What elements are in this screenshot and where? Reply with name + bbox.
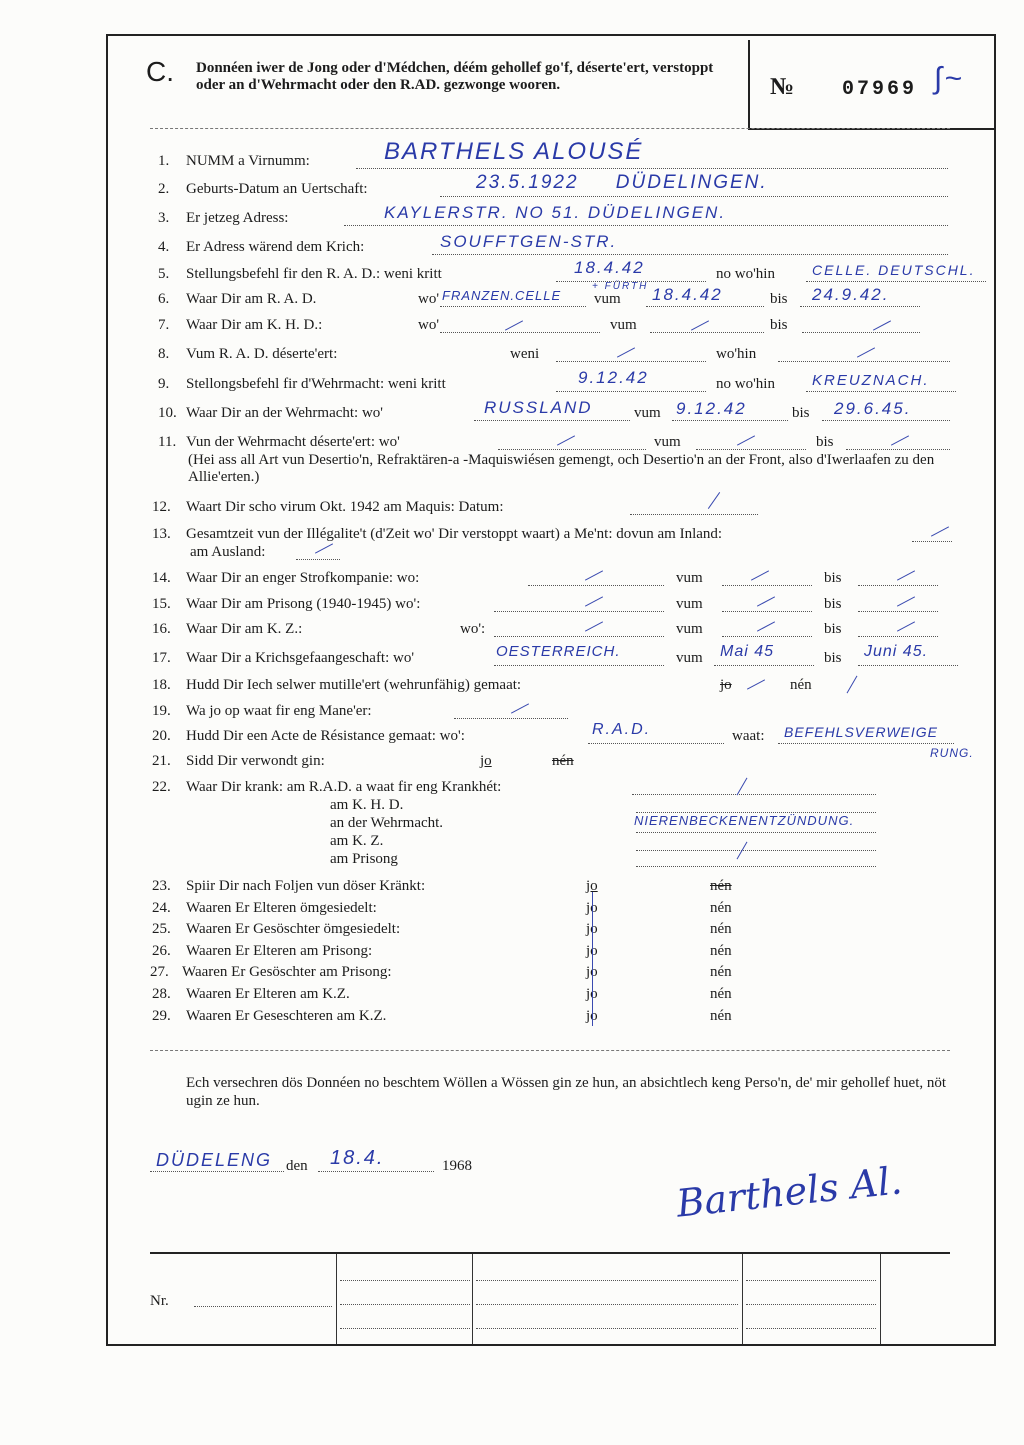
rad-order-place[interactable]: CELLE. DEUTSCHL. [812, 262, 976, 278]
field-label: Vun der Wehrmacht déserte'ert: wo' [186, 434, 400, 450]
fill-line [636, 850, 876, 851]
fill-line [722, 611, 812, 612]
when-label: weni [510, 346, 540, 362]
fill-line [494, 636, 664, 637]
to-label: bis [770, 291, 788, 307]
fill-line [194, 1306, 332, 1307]
fill-line [646, 306, 764, 307]
fill-line [588, 743, 724, 744]
wehrmacht-to[interactable]: 29.6.45. [834, 399, 912, 418]
number-symbol: № [770, 74, 795, 100]
fill-line [672, 420, 788, 421]
field-label: Waaren Er Elteren ömgesiedelt: [186, 900, 377, 916]
fill-line [858, 665, 958, 666]
where-label: no wo'hin [716, 266, 775, 282]
pow-to[interactable]: Juni 45. [864, 643, 929, 660]
fill-line [340, 1280, 470, 1281]
initial-mark: ∫~ [934, 62, 964, 95]
yes-option[interactable]: jo [586, 900, 598, 916]
rad-from[interactable]: 18.4.42 [652, 285, 723, 304]
fill-line [556, 361, 706, 362]
field-label: Spiir Dir nach Foljen vun döser Kränkt: [186, 878, 426, 894]
field-label: Waar Dir am Prisong (1940-1945) wo': [186, 596, 421, 612]
yes-option[interactable]: jo [586, 943, 598, 959]
field-number: 8. [158, 346, 170, 362]
no-option[interactable]: nén [790, 677, 812, 693]
field-number: 9. [158, 376, 170, 392]
fill-line [714, 665, 814, 666]
field-number: 17. [152, 650, 171, 666]
separator [150, 1050, 950, 1051]
field-number: 25. [152, 921, 171, 937]
wehrmacht-place[interactable]: RUSSLAND [484, 398, 593, 417]
fill-line [800, 306, 920, 307]
jo-column-stroke [592, 892, 593, 1026]
yes-option[interactable]: jo [480, 753, 492, 769]
where-label: wo' [418, 317, 440, 333]
field-label: Vum R. A. D. déserte'ert: [186, 346, 338, 362]
date-value[interactable]: 18.4. [330, 1147, 385, 1169]
fill-line [722, 636, 812, 637]
field-label: Stellungsbefehl fir den R. A. D.: weni kritt [186, 266, 442, 282]
field-label: Stellongsbefehl fir d'Wehrmacht: weni kritt [186, 376, 446, 392]
fill-line [722, 585, 812, 586]
from-label: vum [676, 570, 703, 586]
desertion-note: (Hei ass all Art vun Desertio'n, Refraktären-a -Maquiswiésen gemengt, och Desertio'n an der Front, also d'Iwerlaafen zu den Allie'erten.) [188, 452, 935, 485]
field-number: 16. [152, 621, 171, 637]
fill-line [746, 1304, 876, 1305]
field-label: Waar Dir an der Wehrmacht: wo' [186, 405, 384, 421]
field-label: Waaren Er Geseschteren am K.Z. [186, 1008, 387, 1024]
field-label: Geburts-Datum an Uertschaft: [186, 181, 368, 197]
field-number: 5. [158, 266, 170, 282]
fill-line [846, 449, 950, 450]
no-option[interactable]: nén [552, 753, 574, 769]
yes-option[interactable]: jo [586, 1008, 598, 1024]
fill-line [494, 611, 664, 612]
where-label: wo' [418, 291, 440, 307]
fill-line [858, 636, 938, 637]
resistance-act[interactable]: BEFEHLSVERWEIGE [784, 724, 939, 740]
to-label: bis [824, 596, 842, 612]
field-label: Waart Dir scho virum Okt. 1942 am Maquis: Datum: [186, 499, 504, 515]
field-number: 3. [158, 210, 170, 226]
fill-line [912, 541, 952, 542]
field-number: 15. [152, 596, 171, 612]
fill-line [556, 391, 706, 392]
year-label: 1968 [442, 1158, 472, 1174]
field-label: Waar Dir am K. H. D.: [186, 317, 323, 333]
section-letter: C. [146, 56, 174, 87]
grid-divider [880, 1254, 881, 1344]
fill-line [150, 1171, 284, 1172]
no-option[interactable]: nén [710, 921, 732, 937]
no-option[interactable]: nén [710, 964, 732, 980]
from-label: vum [594, 291, 621, 307]
no-option[interactable]: nén [710, 1008, 732, 1024]
field-number: 19. [152, 703, 171, 719]
fill-line [802, 332, 920, 333]
form-number: 07969 [842, 78, 918, 101]
rad-to[interactable]: 24.9.42. [812, 285, 890, 304]
war-address-value[interactable]: SOUFFTGEN-STR. [440, 232, 618, 251]
what-label: waat: [732, 728, 765, 744]
yes-option[interactable]: jo [586, 878, 598, 894]
illness-wehrmacht[interactable]: NIERENBECKENENTZÜNDUNG. [634, 813, 855, 828]
fill-line [632, 794, 876, 795]
field-number: 28. [152, 986, 171, 1002]
fill-line [356, 168, 948, 169]
to-label: bis [824, 621, 842, 637]
fill-line [454, 718, 568, 719]
field-number: 24. [152, 900, 171, 916]
field-label: Waar Dir a Krichsgefaangeschaft: wo' [186, 650, 415, 666]
fill-line [636, 866, 876, 867]
from-label: vum [676, 621, 703, 637]
where-label: wo': [460, 621, 486, 637]
fill-line [696, 449, 806, 450]
field-label: Waaren Er Elteren am K.Z. [186, 986, 350, 1002]
no-option[interactable]: nén [710, 900, 732, 916]
fill-line [498, 449, 646, 450]
rad-place[interactable]: FRANZEN.CELLE [442, 288, 562, 303]
sub-label: am K. Z. [330, 833, 384, 849]
fill-line [778, 743, 954, 744]
fill-line [858, 611, 938, 612]
from-label: vum [634, 405, 661, 421]
field-label: Waar Dir am R. A. D. [186, 291, 317, 307]
field-number: 22. [152, 779, 171, 795]
from-label: vum [610, 317, 637, 333]
fill-line [432, 254, 948, 255]
wehrmacht-order-date[interactable]: 9.12.42 [578, 368, 649, 387]
fill-line [630, 514, 758, 515]
fill-line [778, 361, 950, 362]
wehrmacht-from[interactable]: 9.12.42 [676, 399, 747, 418]
to-label: bis [770, 317, 788, 333]
pow-place[interactable]: OESTERREICH. [496, 643, 621, 660]
field-label: Waar Dir krank: am R.A.D. a waat fir eng Krankhét: [186, 779, 502, 795]
fill-line [440, 332, 600, 333]
field-number: 11. [158, 434, 177, 450]
fill-line [476, 1280, 738, 1281]
field-number: 2. [158, 181, 170, 197]
separator [150, 128, 950, 129]
fill-line [858, 585, 938, 586]
field-number: 7. [158, 317, 170, 333]
fill-line [650, 332, 764, 333]
to-label: bis [816, 434, 834, 450]
field-number: 1. [158, 153, 170, 169]
fill-line [318, 1171, 434, 1172]
field-number: 26. [152, 943, 171, 959]
fill-line [746, 1328, 876, 1329]
fill-line [822, 420, 950, 421]
yes-option[interactable]: jo [586, 921, 598, 937]
no-option[interactable]: nén [710, 878, 732, 894]
field-label: Hudd Dir Iech selwer mutille'ert (wehrunfähig) gemaat: [186, 677, 522, 693]
where-label: no wo'hin [716, 376, 775, 392]
address-value[interactable]: KAYLERSTR. NO 51. DÜDELINGEN. [384, 203, 727, 222]
fill-line [806, 391, 956, 392]
fill-line [528, 585, 664, 586]
field-label: Waaren Er Elteren am Prisong: [186, 943, 373, 959]
to-label: bis [824, 650, 842, 666]
sub-label: am Prisong [330, 851, 398, 867]
fill-line [636, 832, 876, 833]
resistance-act-cont[interactable]: RUNG. [930, 746, 974, 760]
field-number: 29. [152, 1008, 171, 1024]
no-option[interactable]: nén [710, 986, 732, 1002]
where-label: wo'hin [716, 346, 757, 362]
signature: Barthels Al. [674, 1158, 905, 1226]
field-label: Wa jo op waat fir eng Mane'er: [186, 703, 372, 719]
fill-line [296, 559, 340, 560]
grid-divider [336, 1254, 337, 1344]
birth-value[interactable]: 23.5.1922 DÜDELINGEN. [476, 172, 768, 193]
grid-divider [742, 1254, 743, 1344]
field-label: Waar Dir am K. Z.: [186, 621, 303, 637]
from-label: vum [676, 650, 703, 666]
field-number: 27. [150, 964, 169, 980]
fill-line [746, 1280, 876, 1281]
field-label: Er jetzeg Adress: [186, 210, 289, 226]
footer-line [150, 1252, 950, 1254]
fill-line [340, 1328, 470, 1329]
fill-line [806, 281, 986, 282]
field-number: 21. [152, 753, 171, 769]
field-label: Waar Dir an enger Strofkompanie: wo: [186, 570, 420, 586]
field-number: 13. [152, 526, 171, 542]
field-label: NUMM a Virnumm: [186, 153, 310, 169]
sub-label: am K. H. D. [330, 797, 404, 813]
field-number: 14. [152, 570, 171, 586]
sub-label: an der Wehrmacht. [330, 815, 444, 831]
fill-line [494, 665, 664, 666]
field-number: 12. [152, 499, 171, 515]
nr-label: Nr. [150, 1293, 169, 1309]
no-option[interactable]: nén [710, 943, 732, 959]
field-number: 20. [152, 728, 171, 744]
rad-order-date[interactable]: 18.4.42 [574, 258, 645, 277]
wehrmacht-order-place[interactable]: KREUZNACH. [812, 372, 930, 389]
name-value[interactable]: BARTHELS ALOUSÉ [384, 138, 644, 165]
field-label: Hudd Dir een Acte de Résistance gemaat: wo': [186, 728, 465, 744]
fill-line [440, 306, 586, 307]
to-label: bis [792, 405, 810, 421]
fill-line [474, 420, 630, 421]
field-label: Er Adress wärend dem Krich: [186, 239, 365, 255]
field-number: 23. [152, 878, 171, 894]
field-number: 18. [152, 677, 171, 693]
fill-line [476, 1328, 738, 1329]
yes-option[interactable]: jo [586, 964, 598, 980]
den-label: den [286, 1158, 308, 1174]
fill-line [340, 1304, 470, 1305]
resistance-place[interactable]: R.A.D. [592, 721, 652, 738]
grid-divider [472, 1254, 473, 1344]
field-label: Waaren Er Gesöschter am Prisong: [182, 964, 392, 980]
to-label: bis [824, 570, 842, 586]
declaration-text: Ech versechren dös Donnéen no beschtem Wöllen a Wössen gin ze hun, an absichtlech keng Perso'n, de' mir gehollef huet, nöt ugin ze hun. [186, 1075, 947, 1109]
fill-line [344, 225, 948, 226]
field-label: Waaren Er Gesöschter ömgesiedelt: [186, 921, 401, 937]
field-number: 10. [158, 405, 177, 421]
section-title: Donnéen iwer de Jong oder d'Médchen, déém gehollef go'f, déserte'ert, verstoppt oder an d'Wehrmacht oder den R.AD. gezwonge wooren. [196, 60, 714, 93]
field-label: Sidd Dir verwondt gin: [186, 753, 325, 769]
fill-line [476, 1304, 738, 1305]
field-label: Gesamtzeit vun der Illégalite't (d'Zeit wo' Dir verstoppt waart) a Me'nt: dovun am Inland: [186, 526, 723, 542]
field-number: 6. [158, 291, 170, 307]
fill-line [440, 196, 948, 197]
yes-option[interactable]: jo [720, 677, 732, 693]
yes-option[interactable]: jo [586, 986, 598, 1002]
from-label: vum [676, 596, 703, 612]
field-number: 4. [158, 239, 170, 255]
rad-place-extra[interactable]: + FÜRTH [592, 281, 649, 292]
place-value[interactable]: DÜDELENG [156, 1150, 273, 1170]
pow-from[interactable]: Mai 45 [720, 643, 775, 660]
field-label: am Ausland: [190, 544, 266, 560]
from-label: vum [654, 434, 681, 450]
